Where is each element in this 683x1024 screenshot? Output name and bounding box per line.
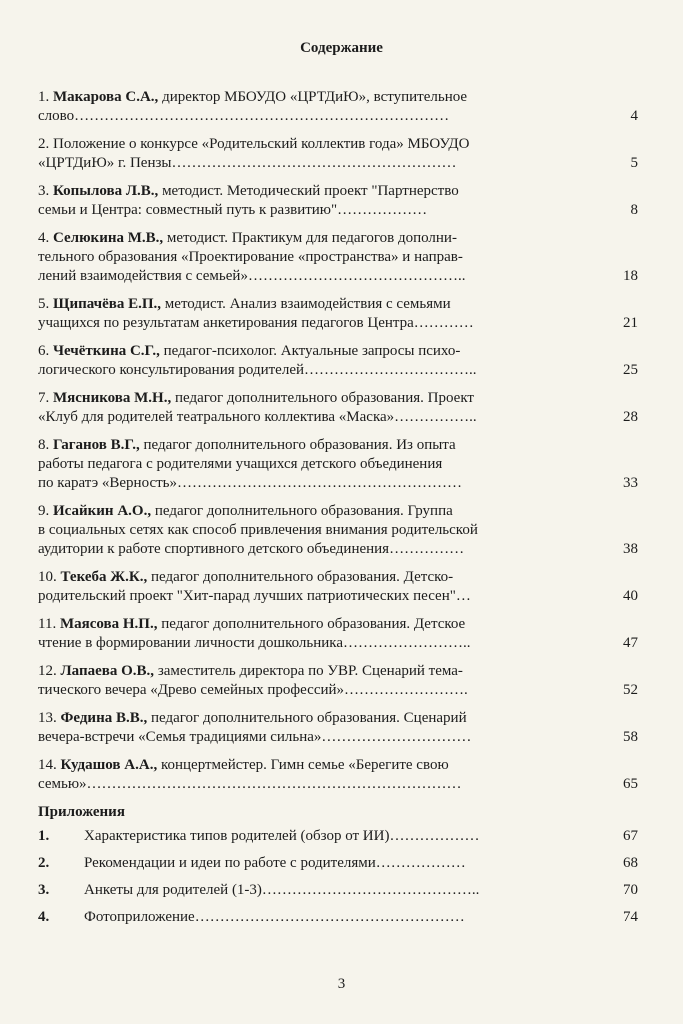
toc-entry-text	[38, 502, 593, 559]
toc-entry-number: 11.	[38, 616, 57, 632]
toc-entry-text	[38, 182, 593, 220]
toc-entry	[38, 615, 638, 653]
toc-entry	[38, 342, 638, 380]
toc-entry-page: 18	[623, 268, 638, 284]
toc-entry-number: 8.	[38, 437, 50, 453]
toc-entry	[38, 709, 638, 747]
toc-entry-line: по каратэ «Верность»…………………………………………………	[38, 475, 462, 491]
appendix-item-text: Рекомендации и идеи по работе с родителями………………	[84, 855, 466, 871]
toc-entry-number: 13.	[38, 710, 57, 726]
toc-entry-line	[38, 389, 593, 408]
toc-entry-line: работы педагога с родителями учащихся детского объединения	[38, 456, 443, 472]
toc-entry-author: Лапаева О.В.,	[60, 663, 155, 679]
toc-entry-page: 21	[623, 315, 638, 331]
toc-entry-desc: педагог дополнительного образования. Детско-	[150, 569, 454, 585]
toc-entry-page: 8	[630, 202, 638, 218]
toc-entry-number: 4.	[38, 230, 50, 246]
toc-entry	[38, 135, 638, 173]
toc-entry	[38, 229, 638, 286]
toc-entry-line	[38, 295, 593, 314]
toc-entry-author: Кудашов А.А.,	[60, 757, 158, 773]
appendix-item	[38, 881, 638, 900]
toc-entry-desc: Положение о конкурсе «Родительский коллектив года» МБОУДО	[53, 136, 470, 152]
toc-entry-line: «ЦРТДиЮ» г. Пензы…………………………………………………	[38, 155, 457, 171]
toc-entry-desc: педагог дополнительного образования. Сценарий	[150, 710, 467, 726]
toc-entry-author: Текеба Ж.К.,	[60, 569, 148, 585]
appendix-item-page: 67	[623, 828, 638, 844]
toc-entry-number: 3.	[38, 183, 50, 199]
toc-entry-author: Копылова Л.В.,	[53, 183, 159, 199]
toc-entry-line: тического вечера «Древо семейных профессий»…………………….	[38, 682, 468, 698]
toc-entry-author: Селюкина М.В.,	[53, 230, 164, 246]
toc-entry-line	[38, 709, 593, 728]
toc-entry-number: 5.	[38, 296, 50, 312]
toc-entry-line	[38, 182, 593, 201]
toc-entry-page: 58	[623, 729, 638, 745]
toc-entry	[38, 756, 638, 794]
appendix-item	[38, 854, 638, 873]
toc-entry-desc: методист. Методический проект "Партнерство	[162, 183, 459, 199]
appendix-item-number: 2.	[38, 855, 50, 871]
toc-entry-page: 28	[623, 409, 638, 425]
toc-entry-text	[38, 756, 593, 794]
toc-entry-number: 14.	[38, 757, 57, 773]
appendix-heading: Приложения	[38, 804, 125, 820]
toc-entry-author: Гаганов В.Г.,	[53, 437, 140, 453]
toc-entry-page: 5	[630, 155, 638, 171]
toc-entry-page: 40	[623, 588, 638, 604]
toc-entry-page: 47	[623, 635, 638, 651]
appendix-item-text: Фотоприложение………………………………………………	[84, 909, 465, 925]
toc-entry	[38, 662, 638, 700]
appendix-item-number: 4.	[38, 909, 50, 925]
toc-entry	[38, 502, 638, 559]
toc-entry-line	[38, 662, 593, 681]
toc-entry-desc: методист. Практикум для педагогов дополни-	[166, 230, 457, 246]
toc-entry-text	[38, 662, 593, 700]
page-number: 3	[337, 976, 346, 992]
toc-entry-line: чтение в формировании личности дошкольника……………………..	[38, 635, 471, 651]
toc-entry-desc: директор МБОУДО «ЦРТДиЮ», вступительное	[162, 89, 468, 105]
toc-entry-line	[38, 229, 593, 248]
toc-entry-page: 65	[623, 776, 638, 792]
toc-entry-line: слово…………………………………………………………………	[38, 108, 450, 124]
toc-entry-text	[38, 389, 593, 427]
toc-entry-line: семьи и Центра: совместный путь к развитию"………………	[38, 202, 428, 218]
toc-entry-line: родительский проект "Хит-парад лучших патриотических песен"…	[38, 588, 471, 604]
table-of-contents	[38, 88, 638, 935]
toc-entry-text	[38, 229, 593, 286]
toc-entry-page: 25	[623, 362, 638, 378]
appendix-item-page: 74	[623, 909, 638, 925]
toc-entry-author: Щипачёва Е.П.,	[53, 296, 162, 312]
toc-entry-desc: педагог дополнительного образования. Проект	[174, 390, 474, 406]
toc-entry-text	[38, 436, 593, 493]
toc-entry-line	[38, 615, 593, 634]
toc-entry-page: 38	[623, 541, 638, 557]
toc-entry-desc: методист. Анализ взаимодействия с семьями	[164, 296, 451, 312]
toc-entry-line: «Клуб для родителей театрального коллектива «Маска»……………..	[38, 409, 477, 425]
toc-entry-line	[38, 135, 593, 154]
page-title: Содержание	[300, 40, 383, 56]
toc-entry-number: 7.	[38, 390, 50, 406]
toc-entry-desc: концертмейстер. Гимн семье «Берегите свою	[160, 757, 449, 773]
toc-entry	[38, 389, 638, 427]
toc-entry	[38, 436, 638, 493]
toc-entry-number: 1.	[38, 89, 50, 105]
appendix-item-text: Характеристика типов родителей (обзор от ИИ)………………	[84, 828, 480, 844]
toc-entry-text	[38, 342, 593, 380]
toc-entry-author: Федина В.В.,	[60, 710, 148, 726]
toc-entry-number: 6.	[38, 343, 50, 359]
toc-entry-desc: педагог дополнительного образования. Детское	[161, 616, 466, 632]
toc-entry-line: вечера-встречи «Семья традициями сильна»…………………………	[38, 729, 472, 745]
appendix-item	[38, 827, 638, 846]
toc-entry-line	[38, 568, 593, 587]
toc-entry-page: 4	[630, 108, 638, 124]
toc-entry-text	[38, 709, 593, 747]
toc-entry-line: логического консультирования родителей……………………………..	[38, 362, 477, 378]
toc-entry-text	[38, 568, 593, 606]
toc-entry-author: Макарова С.А.,	[53, 89, 159, 105]
toc-entry-desc: заместитель директора по УВР. Сценарий тема-	[157, 663, 463, 679]
appendix-item-page: 70	[623, 882, 638, 898]
toc-entry-text	[38, 135, 593, 173]
toc-entry-page: 33	[623, 475, 638, 491]
toc-entry-author: Исайкин А.О.,	[53, 503, 152, 519]
toc-entry-line	[38, 756, 593, 775]
appendix-item	[38, 908, 638, 927]
toc-entry-page: 52	[623, 682, 638, 698]
appendix-item-page: 68	[623, 855, 638, 871]
toc-entry-number: 12.	[38, 663, 57, 679]
toc-entry	[38, 568, 638, 606]
toc-entry-line: в социальных сетях как способ привлечения внимания родительской	[38, 522, 478, 538]
appendix-item-number: 1.	[38, 828, 50, 844]
toc-entry-author: Мясникова М.Н.,	[53, 390, 172, 406]
toc-entry-text	[38, 88, 593, 126]
toc-entry-desc: педагог дополнительного образования. Группа	[154, 503, 453, 519]
toc-entry-text	[38, 295, 593, 333]
toc-entry-desc: педагог-психолог. Актуальные запросы психо-	[163, 343, 461, 359]
toc-entry-number: 10.	[38, 569, 57, 585]
toc-entry-line: лений взаимодействия с семьей»……………………………………..	[38, 268, 466, 284]
appendix-item-text: Анкеты для родителей (1-3)……………………………………..	[84, 882, 480, 898]
toc-entry-line: аудитории к работе спортивного детского объединения……………	[38, 541, 465, 557]
toc-entry	[38, 88, 638, 126]
toc-entry-line: тельного образования «Проектирование «пространства» и направ-	[38, 249, 463, 265]
toc-entry-line	[38, 502, 593, 521]
toc-entry-desc: педагог дополнительного образования. Из опыта	[143, 437, 456, 453]
toc-entry-line: семью»…………………………………………………………………	[38, 776, 462, 792]
toc-entry-line	[38, 88, 593, 107]
toc-entry-line	[38, 342, 593, 361]
toc-entry-line: учащихся по результатам анкетирования педагогов Центра…………	[38, 315, 474, 331]
toc-entry-number: 9.	[38, 503, 50, 519]
toc-entry-text	[38, 615, 593, 653]
appendix-item-number: 3.	[38, 882, 50, 898]
toc-entry-author: Маясова Н.П.,	[59, 616, 158, 632]
toc-entry-line	[38, 436, 593, 455]
toc-entry-author: Чечёткина С.Г.,	[53, 343, 160, 359]
toc-entry	[38, 295, 638, 333]
toc-entry	[38, 182, 638, 220]
toc-entry-number: 2.	[38, 136, 50, 152]
